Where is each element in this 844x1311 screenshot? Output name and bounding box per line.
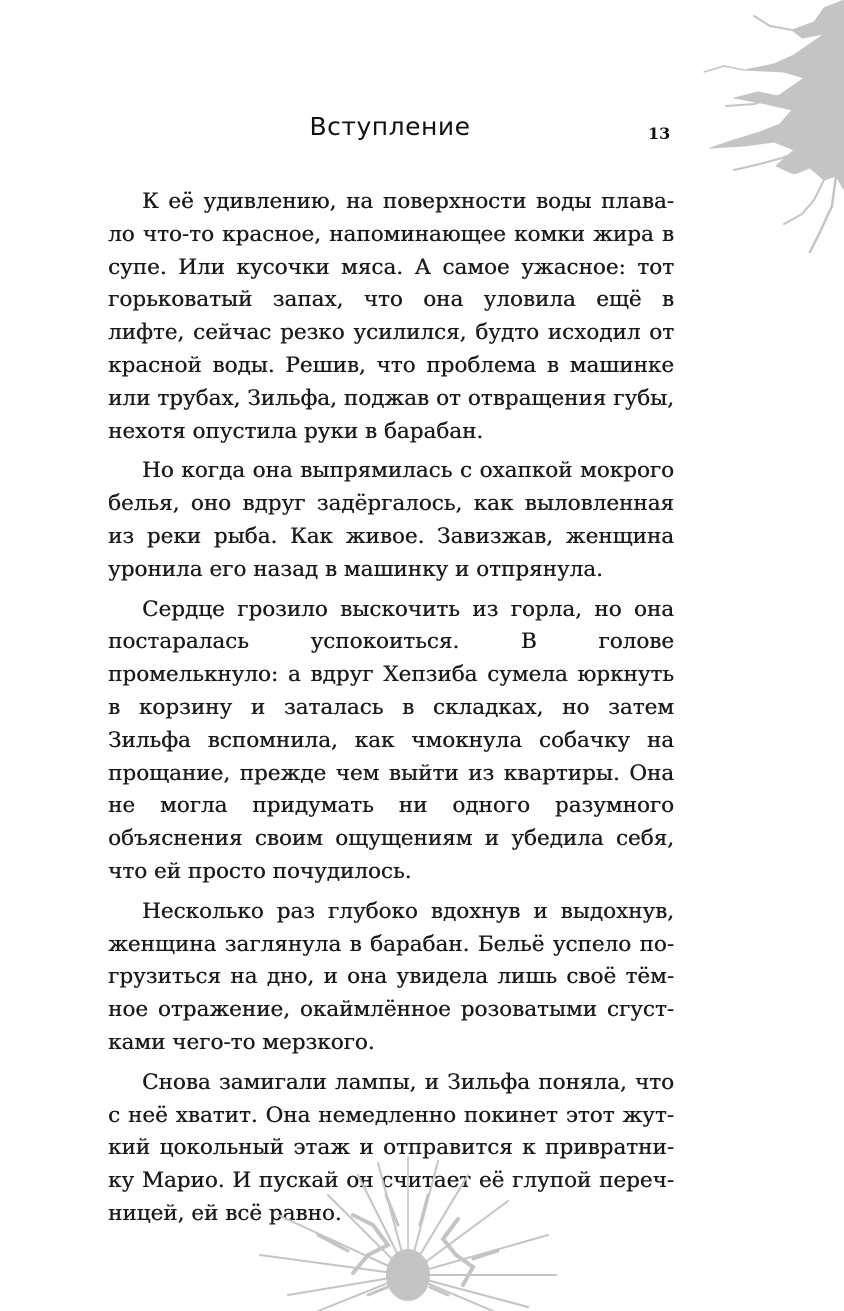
paragraph-2: Но когда она выпрямилась с охапкой мокрого белья, оно вдруг задёргалось, как выловленная из реки рыба. Как живое. Завизжав, женщина уронила его назад в машинку и отпрянула.: [108, 458, 674, 582]
paragraph-4: Несколько раз глубоко вдохнув и выдохнув, женщина заглянула в барабан. Бельё успело погрузиться на дно, и она увидела лишь своё тёмное отражение, окаймлённое розоватыми сгустками чего-то мерзкого.: [108, 898, 674, 1055]
paragraph-1: К её удивлению, на поверхности воды плавало что-то красное, напоминающее комки жира в супе. Или кусочки мяса. А самое ужасное: тот горьковатый запах, что она уловила ещё в лифте, сейчас резко усилился, будто исходил от красной воды. Решив, что проблема в машинке или трубах, Зильфа, поджав от отвращения губы, нехотя опустила руки в барабан.: [108, 189, 674, 444]
paragraph-3: Сердце грозило выскочить из горла, но она постаралась успокоиться. В голове промелькнуло: а вдруг Хепзиба сумела юркнуть в корзину и заталась в складках, но затем Зильфа вспомнила, как чмокнула собачку на прощание, прежде чем выйти из квартиры. Она не могла придумать ни одного разумного объяснения своим ощущениям и убедила себя, что ей просто почудилось.: [108, 596, 674, 884]
chapter-title: Вступление: [309, 112, 471, 141]
page-number: 13: [648, 124, 671, 143]
crack-icon: [674, 0, 844, 260]
paragraph-5: Снова замигали лампы, и Зильфа поняла, что с неё хватит. Она немедленно покинет этот жуткий цокольный этаж и отправится к привратнику Марио. И пускай он считает её глупой перечницей, ей всё равно.: [108, 1069, 674, 1226]
text-body: [108, 186, 674, 1238]
shattered-glass-icon: [258, 1155, 558, 1311]
